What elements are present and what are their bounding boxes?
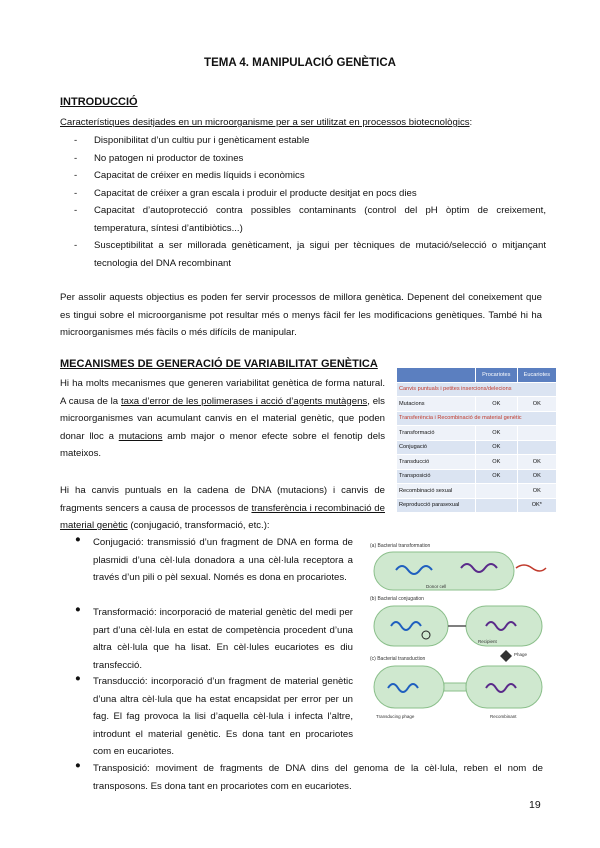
bullet-term: Transducció: [93, 676, 145, 687]
free-dna: [516, 565, 546, 571]
bullet-desc: : incorporació d’un fragment de material genètic d’una altra cèl·lula que ha estat encapsidat per error per un fag. El fag provoca la lisi d’aquella cèl·lula i infecta l’altre, introdunt el material genètic. Es dona tant en procariotes com en eucariotes.: [93, 676, 353, 757]
table-cell: Reproducció parasexual: [397, 498, 476, 513]
intro-heading: INTRODUCCIÓ: [60, 96, 138, 108]
mecanismes-heading: MECANISMES DE GENERACIÓ DE VARIABILITAT GENÈTICA: [60, 358, 378, 370]
p2-text-a: Hi ha canvis puntuals en la cadena de DNA (mutacions) i canvis de fragments sencers a causa de processos de: [60, 485, 385, 514]
bullet-term: Transposició: [93, 763, 148, 774]
table-cell: Conjugació: [397, 440, 476, 455]
list-item: - Disponibilitat d’un cultiu pur i genèticament estable: [60, 132, 546, 150]
table-cell: OK*: [517, 498, 556, 513]
table-section-transferencia: Transferència i Recombinació de material genètic: [397, 411, 557, 426]
table-cell: [517, 426, 556, 441]
list-item: - No patogen ni productor de toxines: [60, 150, 546, 168]
table-cell: Recombinació sexual: [397, 484, 476, 499]
gene-transfer-figure: [366, 540, 550, 722]
p1-link-polimerases: taxa d’error de les polimerases i acció d’agents mutàgens: [121, 395, 368, 407]
list-item: - Capacitat de créixer a gran escala i produir el producte desitjat en pocs dies: [60, 185, 546, 203]
bullet-desc: : moviment de fragments de DNA dins del genoma de la cèl·lula, reben el nom de transposons. Es dona tant en procariotes com en eucariotes.: [93, 763, 543, 792]
table-cell: OK: [476, 397, 518, 412]
p1-link-mutacions: mutacions: [118, 430, 163, 442]
intro-list: [60, 132, 546, 272]
table-cell: OK: [517, 397, 556, 412]
figure-phage: Phage: [514, 652, 528, 657]
mecanismes-paragraph-2: [60, 482, 385, 535]
table-cell: OK: [476, 440, 518, 455]
figure-label-c: (c) Bacterial transduction: [370, 656, 426, 662]
intro-subheading: [60, 114, 550, 131]
list-item: - Susceptibilitat a ser millorada genèticament, ja sigui per tècniques de mutació/selecció o mitjançant tecnologia del DNA recombinant: [60, 237, 546, 272]
table-cell: [517, 440, 556, 455]
bullet-transposicio: [93, 760, 543, 795]
variability-table: [396, 367, 557, 513]
table-header-procariotes: Procariotes: [476, 368, 518, 383]
bullet-dot: ●: [75, 760, 81, 771]
bullet-desc: : transmissió d’un fragment de DNA en forma de plasmidi d’una cèl·lula donadora a una cèl·lula receptora a través d’un pili o pèl sexual. Només es dona en procariotes.: [93, 537, 353, 583]
table-cell: Transposició: [397, 469, 476, 484]
p2-text-b: (conjugació, transformació, etc.):: [127, 520, 270, 531]
figure-recipient: Recipient: [478, 639, 497, 644]
table-section-canvis: Canvis puntuals i petites insercions/delecions: [397, 382, 557, 397]
figure-recombinant: Recombinant: [490, 714, 517, 719]
list-item: - Capacitat de créixer en medis líquids i econòmics: [60, 167, 546, 185]
bullet-term: Conjugació: [93, 537, 142, 548]
intro-subheading-text: Característiques desitjades en un microorganisme per a ser utilitzat en processos biotecnològics: [60, 117, 470, 128]
table-cell: OK: [476, 426, 518, 441]
bullet-transformacio: [93, 604, 353, 674]
table-cell: OK: [517, 469, 556, 484]
bullet-dot: ●: [75, 604, 81, 615]
figure-donor-a: Donor cell: [426, 584, 447, 589]
bullet-dot: ●: [75, 673, 81, 684]
table-cell: OK: [517, 455, 556, 470]
p1-text-c: amb major o menor efecte sobre el fenotip dels mateixos.: [60, 430, 385, 459]
list-item: - Capacitat d’autoprotecció contra possibles contaminants (control del pH òptim de creixement, temperatura, síntesi d’antibiòtics...): [60, 202, 546, 237]
table-cell: OK: [517, 484, 556, 499]
table-cell: OK: [476, 455, 518, 470]
intro-paragraph: Per assolir aquests objectius es poden fer servir processos de millora genètica. Depenent del coneixement que es tingui sobre el microorganisme pot resultar més o menys fàcil fer les modificacions genètiques. També hi ha microorganismes més fàcils o més difícils de manipular.: [60, 292, 542, 338]
table-header-empty: [397, 368, 476, 383]
bullet-conjugacio: [93, 534, 353, 587]
table-header-eucariotes: Eucariotes: [517, 368, 556, 383]
bullet-dot: ●: [75, 534, 81, 545]
table-cell: OK: [476, 469, 518, 484]
page-title: TEMA 4. MANIPULACIÓ GENÈTICA: [204, 57, 396, 69]
cell-bridge: [444, 683, 466, 691]
figure-transducing: Transducing phage: [376, 714, 415, 719]
figure-label-b: (b) Bacterial conjugation: [370, 596, 424, 602]
figure-label-a: (a) Bacterial transformation: [370, 543, 431, 549]
p2-link-transferencia: transferència i recombinació de material genètic: [60, 502, 385, 531]
cell-c-right: [466, 666, 542, 708]
p1-text-a: Hi ha molts mecanismes que generen variabilitat genètica de forma natural. A causa de la: [60, 378, 385, 407]
table-cell: Transformació: [397, 426, 476, 441]
bullet-transduccio: [93, 673, 353, 761]
intro-subheading-colon: :: [469, 117, 473, 128]
bullet-term: Transformació: [93, 607, 154, 618]
p1-text-b: , els microorganismes van acumulant canvis en el material genètic, que poden donar lloc a: [60, 395, 385, 442]
mecanismes-paragraph-1: [60, 375, 385, 463]
table-cell: Mutacions: [397, 397, 476, 412]
table-cell: [476, 484, 518, 499]
table-cell: [476, 498, 518, 513]
table-cell: Transducció: [397, 455, 476, 470]
bullet-desc: : incorporació de material genètic del medi per part d’una cèl·lula en estat de competència procedent d’una altra cèl·lula que ha lisat. En cèl·lules eucariotes es diu transfecció.: [93, 607, 353, 671]
page-number: 19: [529, 799, 541, 811]
phage-icon: [500, 650, 512, 662]
